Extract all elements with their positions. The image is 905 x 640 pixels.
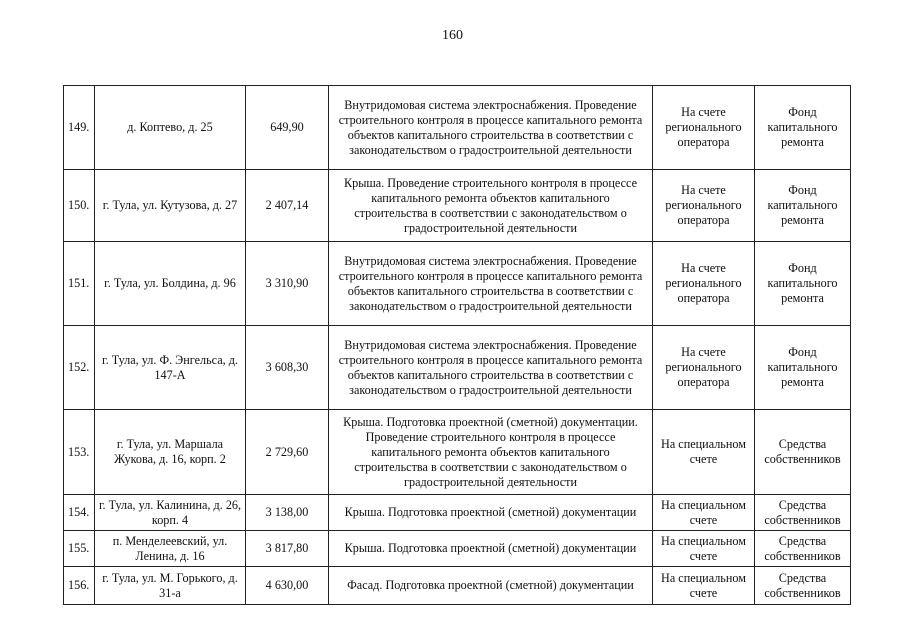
table-row [64, 531, 851, 567]
funding-source-cell: Фонд капитального ремонта [755, 326, 851, 410]
account-cell: На специальном счете [653, 567, 755, 605]
work-type-cell: Крыша. Подготовка проектной (сметной) документации [329, 531, 653, 567]
table-row [64, 410, 851, 495]
address-cell: г. Тула, ул. Кутузова, д. 27 [95, 170, 246, 242]
amount-cell: 3 608,30 [246, 326, 329, 410]
row-number: 154. [64, 495, 95, 531]
row-number: 155. [64, 531, 95, 567]
account-cell: На счете регионального оператора [653, 170, 755, 242]
amount-cell: 3 310,90 [246, 242, 329, 326]
work-type-cell: Фасад. Подготовка проектной (сметной) документации [329, 567, 653, 605]
table-row [64, 86, 851, 170]
row-number: 152. [64, 326, 95, 410]
amount-cell: 4 630,00 [246, 567, 329, 605]
table-row [64, 326, 851, 410]
table-row [64, 495, 851, 531]
account-cell: На специальном счете [653, 531, 755, 567]
amount-cell: 2 407,14 [246, 170, 329, 242]
funding-source-cell: Фонд капитального ремонта [755, 170, 851, 242]
account-cell: На счете регионального оператора [653, 326, 755, 410]
account-cell: На счете регионального оператора [653, 86, 755, 170]
work-type-cell: Внутридомовая система электроснабжения. Проведение строительного контроля в процессе капитального ремонта объектов капитального строительства в соответствии с законодательством о градостроительной деятельности [329, 326, 653, 410]
work-type-cell: Крыша. Подготовка проектной (сметной) документации [329, 495, 653, 531]
amount-cell: 3 138,00 [246, 495, 329, 531]
table-row [64, 170, 851, 242]
address-cell: п. Менделеевский, ул. Ленина, д. 16 [95, 531, 246, 567]
row-number: 149. [64, 86, 95, 170]
account-cell: На специальном счете [653, 495, 755, 531]
amount-cell: 3 817,80 [246, 531, 329, 567]
address-cell: г. Тула, ул. М. Горького, д. 31-а [95, 567, 246, 605]
funding-source-cell: Средства собственников [755, 567, 851, 605]
work-type-cell: Крыша. Проведение строительного контроля в процессе капитального ремонта объектов капитального строительства в соответствии с законодательством о градостроительной деятельности [329, 170, 653, 242]
row-number: 153. [64, 410, 95, 495]
funding-source-cell: Фонд капитального ремонта [755, 86, 851, 170]
work-type-cell: Внутридомовая система электроснабжения. Проведение строительного контроля в процессе капитального ремонта объектов капитального строительства в соответствии с законодательством о градостроительной деятельности [329, 242, 653, 326]
page-number: 160 [442, 28, 463, 43]
funding-source-cell: Средства собственников [755, 410, 851, 495]
address-cell: г. Тула, ул. Болдина, д. 96 [95, 242, 246, 326]
table-row [64, 567, 851, 605]
row-number: 150. [64, 170, 95, 242]
amount-cell: 649,90 [246, 86, 329, 170]
table-row [64, 242, 851, 326]
row-number: 151. [64, 242, 95, 326]
address-cell: г. Тула, ул. Ф. Энгельса, д. 147-А [95, 326, 246, 410]
address-cell: г. Тула, ул. Маршала Жукова, д. 16, корп. 2 [95, 410, 246, 495]
account-cell: На специальном счете [653, 410, 755, 495]
work-type-cell: Крыша. Подготовка проектной (сметной) документации. Проведение строительного контроля в процессе капитального ремонта объектов капитального строительства в соответствии с законодательством о градостроительной деятельности [329, 410, 653, 495]
row-number: 156. [64, 567, 95, 605]
funding-source-cell: Средства собственников [755, 531, 851, 567]
work-type-cell: Внутридомовая система электроснабжения. Проведение строительного контроля в процессе капитального ремонта объектов капитального строительства в соответствии с законодательством о градостроительной деятельности [329, 86, 653, 170]
address-cell: д. Коптево, д. 25 [95, 86, 246, 170]
amount-cell: 2 729,60 [246, 410, 329, 495]
account-cell: На счете регионального оператора [653, 242, 755, 326]
repair-table [63, 85, 851, 605]
funding-source-cell: Средства собственников [755, 495, 851, 531]
funding-source-cell: Фонд капитального ремонта [755, 242, 851, 326]
address-cell: г. Тула, ул. Калинина, д. 26, корп. 4 [95, 495, 246, 531]
